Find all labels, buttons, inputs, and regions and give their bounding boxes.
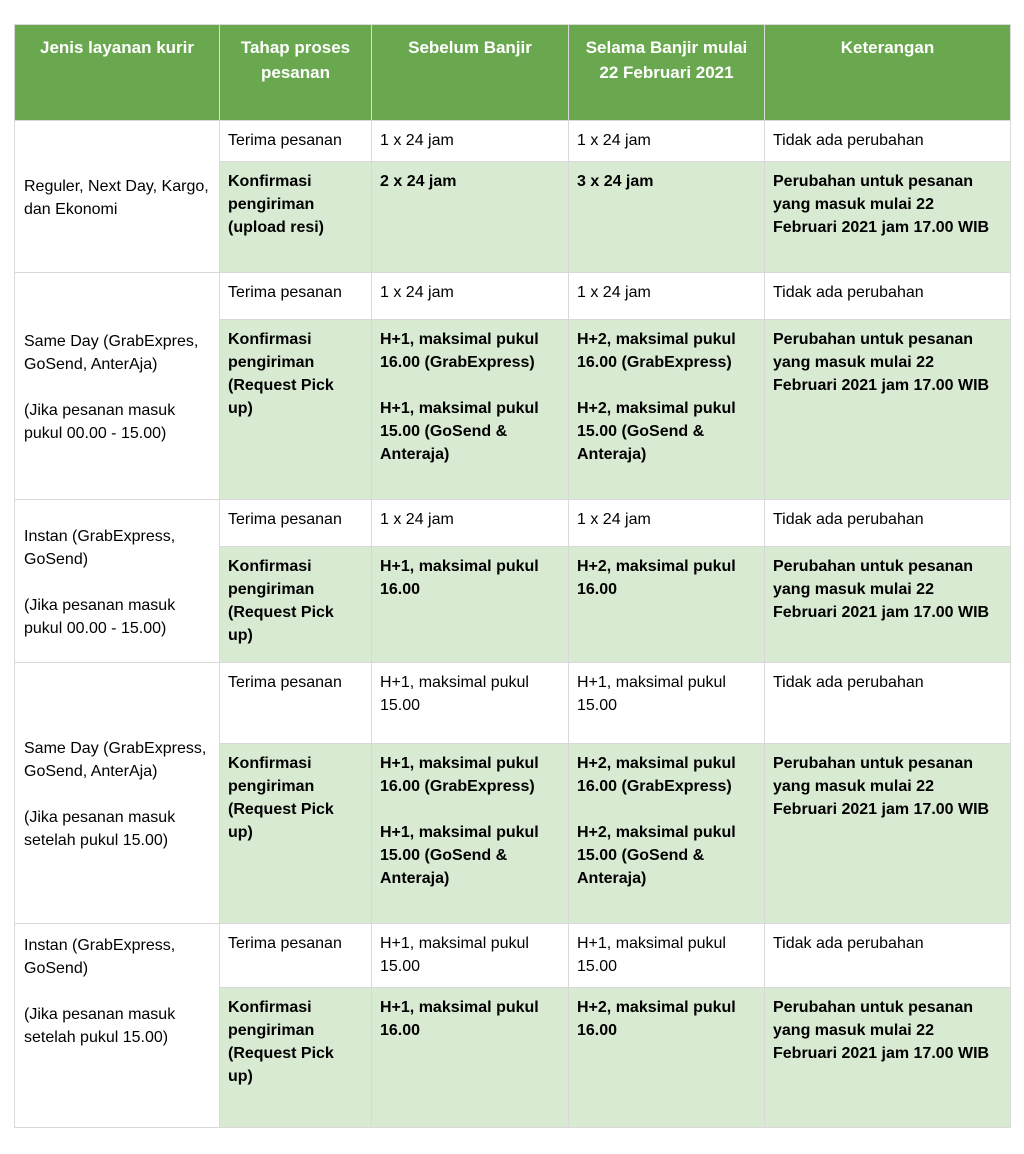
during-value: H+2, maksimal pukul 15.00 (GoSend & Anteraja)	[577, 400, 736, 463]
remarks-cell: Perubahan untuk pesanan yang masuk mulai 22 Februari 2021 jam 17.00 WIB	[765, 547, 1011, 663]
before-cell: 1 x 24 jam	[372, 500, 569, 547]
remarks-cell: Tidak ada perubahan	[765, 121, 1011, 162]
service-cell	[15, 273, 220, 500]
during-value: H+2, maksimal pukul 15.00 (GoSend & Anteraja)	[577, 824, 736, 887]
during-cell: 1 x 24 jam	[569, 500, 765, 547]
stage-cell: Konfirmasi pengiriman (Request Pick up)	[220, 320, 372, 500]
stage-cell: Terima pesanan	[220, 273, 372, 320]
during-value: 3 x 24 jam	[577, 173, 654, 190]
during-cell: 1 x 24 jam	[569, 121, 765, 162]
during-value: H+2, maksimal pukul 16.00 (GrabExpress)	[577, 331, 736, 371]
courier-schedule-table	[14, 24, 1011, 1128]
before-value: H+1, maksimal pukul 15.00 (GoSend & Anteraja)	[380, 400, 539, 463]
stage-cell: Konfirmasi pengiriman (upload resi)	[220, 162, 372, 273]
remarks-cell: Tidak ada perubahan	[765, 273, 1011, 320]
header-service: Jenis layanan kurir	[15, 25, 220, 121]
service-note: (Jika pesanan masuk pukul 00.00 - 15.00)	[24, 401, 176, 442]
service-note: (Jika pesanan masuk setelah pukul 15.00)	[24, 1006, 176, 1046]
table-row	[15, 663, 1011, 744]
service-name: Same Day (GrabExpres, GoSend, AnterAja)	[24, 332, 199, 373]
before-cell: H+1, maksimal pukul 15.00	[372, 663, 569, 744]
header-stage: Tahap proses pesanan	[220, 25, 372, 121]
before-cell: 1 x 24 jam	[372, 273, 569, 320]
header-during-flood: Selama Banjir mulai 22 Februari 2021	[569, 25, 765, 121]
before-cell	[372, 547, 569, 663]
remarks-cell: Tidak ada perubahan	[765, 500, 1011, 547]
before-cell: H+1, maksimal pukul 15.00	[372, 924, 569, 988]
remarks-cell: Perubahan untuk pesanan yang masuk mulai 22 Februari 2021 jam 17.00 WIB	[765, 744, 1011, 924]
before-cell: 1 x 24 jam	[372, 121, 569, 162]
service-cell	[15, 500, 220, 663]
before-value: 2 x 24 jam	[380, 173, 457, 190]
table-row	[15, 273, 1011, 320]
before-cell	[372, 162, 569, 273]
during-cell: H+1, maksimal pukul 15.00	[569, 924, 765, 988]
service-note: (Jika pesanan masuk pukul 00.00 - 15.00)	[24, 596, 176, 637]
header-before-flood: Sebelum Banjir	[372, 25, 569, 121]
table-row	[15, 121, 1011, 162]
stage-cell: Terima pesanan	[220, 500, 372, 547]
remarks-cell: Perubahan untuk pesanan yang masuk mulai 22 Februari 2021 jam 17.00 WIB	[765, 320, 1011, 500]
during-cell	[569, 320, 765, 500]
service-cell	[15, 121, 220, 273]
before-value: H+1, maksimal pukul 16.00 (GrabExpress)	[380, 331, 539, 371]
before-value: H+1, maksimal pukul 16.00	[380, 999, 539, 1039]
stage-cell: Konfirmasi pengiriman (Request Pick up)	[220, 547, 372, 663]
during-value: H+2, maksimal pukul 16.00	[577, 558, 736, 598]
stage-cell: Konfirmasi pengiriman (Request Pick up)	[220, 988, 372, 1128]
before-value: H+1, maksimal pukul 16.00	[380, 558, 539, 598]
before-value: H+1, maksimal pukul 16.00 (GrabExpress)	[380, 755, 539, 795]
header-row	[15, 25, 1011, 121]
before-cell	[372, 320, 569, 500]
before-value: H+1, maksimal pukul 15.00 (GoSend & Anteraja)	[380, 824, 539, 887]
remarks-cell: Perubahan untuk pesanan yang masuk mulai 22 Februari 2021 jam 17.00 WIB	[765, 162, 1011, 273]
stage-cell: Konfirmasi pengiriman (Request Pick up)	[220, 744, 372, 924]
during-cell	[569, 547, 765, 663]
remarks-cell: Tidak ada perubahan	[765, 663, 1011, 744]
remarks-cell: Perubahan untuk pesanan yang masuk mulai 22 Februari 2021 jam 17.00 WIB	[765, 988, 1011, 1128]
during-value: H+2, maksimal pukul 16.00	[577, 999, 736, 1039]
remarks-cell: Tidak ada perubahan	[765, 924, 1011, 988]
during-cell	[569, 744, 765, 924]
stage-cell: Terima pesanan	[220, 121, 372, 162]
service-name: Reguler, Next Day, Kargo, dan Ekonomi	[24, 177, 209, 218]
stage-cell: Terima pesanan	[220, 924, 372, 988]
table-row	[15, 500, 1011, 547]
during-cell: H+1, maksimal pukul 15.00	[569, 663, 765, 744]
during-cell: 1 x 24 jam	[569, 273, 765, 320]
service-cell	[15, 663, 220, 924]
service-note: (Jika pesanan masuk setelah pukul 15.00)	[24, 808, 176, 849]
before-cell	[372, 744, 569, 924]
service-cell	[15, 924, 220, 1128]
before-cell	[372, 988, 569, 1128]
during-value: H+2, maksimal pukul 16.00 (GrabExpress)	[577, 755, 736, 795]
table-row	[15, 924, 1011, 988]
during-cell	[569, 162, 765, 273]
service-name: Instan (GrabExpress, GoSend)	[24, 937, 176, 977]
service-name: Same Day (GrabExpress, GoSend, AnterAja)	[24, 739, 207, 780]
during-cell	[569, 988, 765, 1128]
stage-cell: Terima pesanan	[220, 663, 372, 744]
header-remarks: Keterangan	[765, 25, 1011, 121]
service-name: Instan (GrabExpress, GoSend)	[24, 527, 176, 568]
